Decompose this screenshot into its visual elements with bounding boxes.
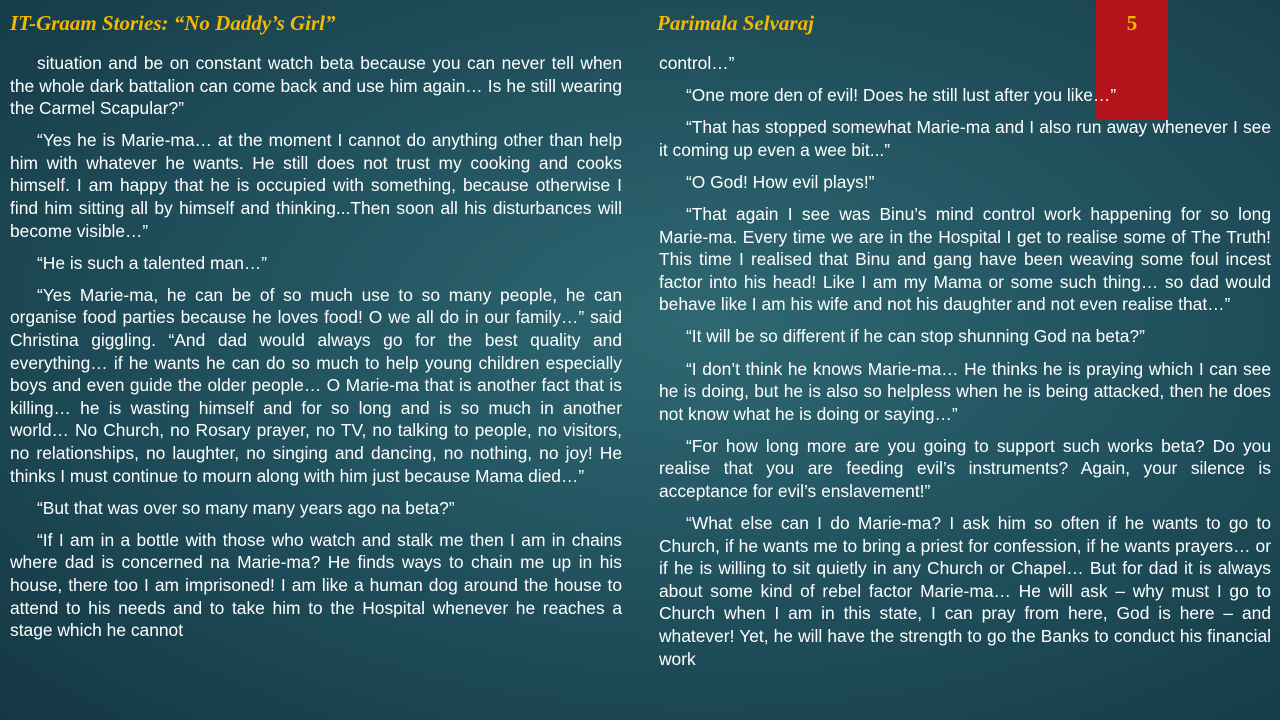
paragraph: “Yes he is Marie-ma… at the moment I cannot do anything other than help him with whatever he wants. He still does not trust my cooking and cooks himself. I am happy that he is occupied with something, because otherwise I find him sitting all by himself and thinking...Then soon all his disturbances will become visible…” [10, 130, 622, 241]
paragraph: “It will be so different if he can stop shunning God na beta?” [686, 326, 1145, 347]
paragraph: “What else can I do Marie-ma? I ask him so often if he wants to go to Church, if he wants me to bring a priest for confession, if he wants prayers… or if he is willing to sit quietly in any Church or Chapel… But for dad it is always about some kind of rebel factor Marie-ma… He will ask – why must I go to Church when I am in this state, I can pray from here, God is here – and whatever! Yet, he will have the strength to go the Banks to conduct his financial work [659, 513, 1271, 669]
right-text-column [659, 52, 1271, 680]
paragraph: “But that was over so many many years ago na beta?” [37, 497, 455, 518]
paragraph: “For how long more are you going to support such works beta? Do you realise that you are feeding evil’s instruments? Again, your silence is acceptance for evil’s enslavement!” [659, 435, 1271, 501]
left-text-column [10, 52, 622, 651]
paragraph: “Yes Marie-ma, he can be of so much use to so many people, he can organise food parties because he loves food! O we all do in our family…” said Christina giggling. “And dad would always go for the best quality and everything… if he wants he can do so much to help young children especially boys and even guide the older people… O Marie-ma that is another fact that is killing… he is wasting himself and for so long and is so much in another world… No Church, no Rosary prayer, no TV, no talking to people, no visitors, no relationships, no laughter, no singing and dancing, no nothing, no joy! He thinks I must continue to mourn along with him just because Mama died…” [10, 284, 622, 486]
paragraph: “I don’t think he knows Marie-ma… He thinks he is praying which I can see he is doing, but he is also so helpless when he is being attacked, then he does not know what he is doing or saying…” [659, 358, 1271, 424]
page-number: 5 [1126, 11, 1138, 35]
paragraph: “That has stopped somewhat Marie-ma and I also run away whenever I see it coming up even a wee bit...” [659, 117, 1271, 160]
paragraph: “One more den of evil! Does he still lust after you like…” [686, 85, 1117, 106]
paragraph: “That again I see was Binu’s mind control work happening for so long Marie-ma. Every time we are in the Hospital I get to realise some of The Truth! This time I realised that Binu and gang have been weaving some foul incest factor into his head! Like I am my Mama or some such thing… so dad would behave like I am his wife and not his daughter and not even realise that…” [659, 203, 1271, 315]
paragraph: situation and be on constant watch beta because you can never tell when the whole dark battalion can come back and use him again… Is he still wearing the Carmel Scapular?” [10, 53, 622, 119]
document-title: IT-Graam Stories: “No Daddy’s Girl” [10, 11, 336, 35]
paragraph: “He is such a talented man…” [37, 252, 268, 273]
paragraph: control…” [659, 53, 735, 73]
author-name: Parimala Selvaraj [657, 11, 814, 35]
paragraph: “O God! How evil plays!” [686, 171, 875, 192]
paragraph: “If I am in a bottle with those who watch and stalk me then I am in chains where dad is concerned na Marie-ma? He finds ways to chain me up in his house, there too I am imprisoned! I am like a human dog around the house to attend to his needs and to take him to the Hospital whenever he reaches a stage which he cannot [10, 529, 622, 641]
